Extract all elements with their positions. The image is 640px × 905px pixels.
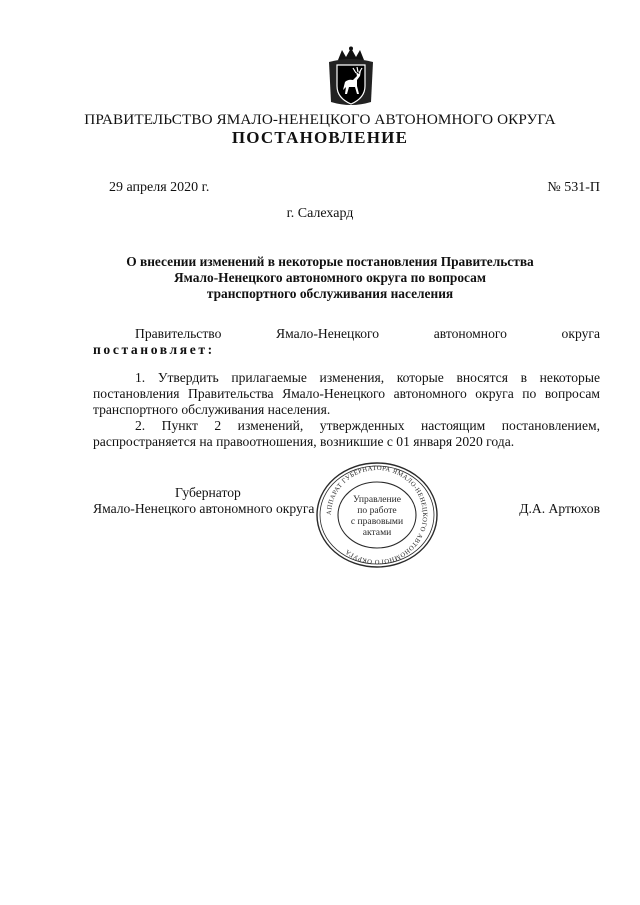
official-stamp xyxy=(313,460,441,570)
subject-line: Ямало-Ненецкого автономного округа по вопросам xyxy=(174,270,486,285)
preamble-word: Ямало-Ненецкого xyxy=(276,326,380,341)
subject-line: О внесении изменений в некоторые постановления Правительства xyxy=(126,254,534,269)
preamble-action: постановляет: xyxy=(93,342,215,357)
stamp-line: с правовыми xyxy=(350,516,404,527)
signatory-region: Ямало-Ненецкого автономного округа xyxy=(93,501,315,516)
signatory-name: Д.А. Артюхов xyxy=(519,501,600,516)
government-title: ПРАВИТЕЛЬСТВО ЯМАЛО-НЕНЕЦКОГО АВТОНОМНОГО ОКРУГА xyxy=(84,111,556,128)
signatory-role: Губернатор xyxy=(175,485,241,500)
document-city: г. Салехард xyxy=(286,206,354,221)
preamble-word: автономного xyxy=(433,326,507,341)
preamble-line xyxy=(93,326,600,342)
preamble-word: Правительство xyxy=(135,326,222,341)
paragraph-1: 1. Утвердить прилагаемые изменения, которые вносятся в некоторые постановления Правительства Ямало-Ненецкого автономного округа по вопросам транспортного обслуживания населения. xyxy=(93,370,600,417)
document-subject xyxy=(100,254,560,302)
stamp-line: актами xyxy=(362,527,392,538)
stamp-line: Управление xyxy=(352,494,402,505)
paragraph-2: 2. Пункт 2 изменений, утвержденных настоящим постановлением, распространяется на правоотношения, возникшие с 01 января 2020 года. xyxy=(93,418,600,449)
document-type: ПОСТАНОВЛЕНИЕ xyxy=(231,128,409,147)
coat-of-arms-icon xyxy=(326,46,376,110)
stamp-line: по работе xyxy=(357,505,397,516)
preamble-word: округа xyxy=(561,326,600,341)
stamp-ring-text: АППАРАТ ГУБЕРНАТОРА ЯМАЛО-НЕНЕЦКОГО АВТОНОМНОГО ОКРУГА xyxy=(325,464,429,566)
preamble xyxy=(93,326,600,358)
subject-line: транспортного обслуживания населения xyxy=(206,286,454,301)
document-number: № 531-П xyxy=(547,180,600,195)
document-date: 29 апреля 2020 г. xyxy=(109,180,210,195)
